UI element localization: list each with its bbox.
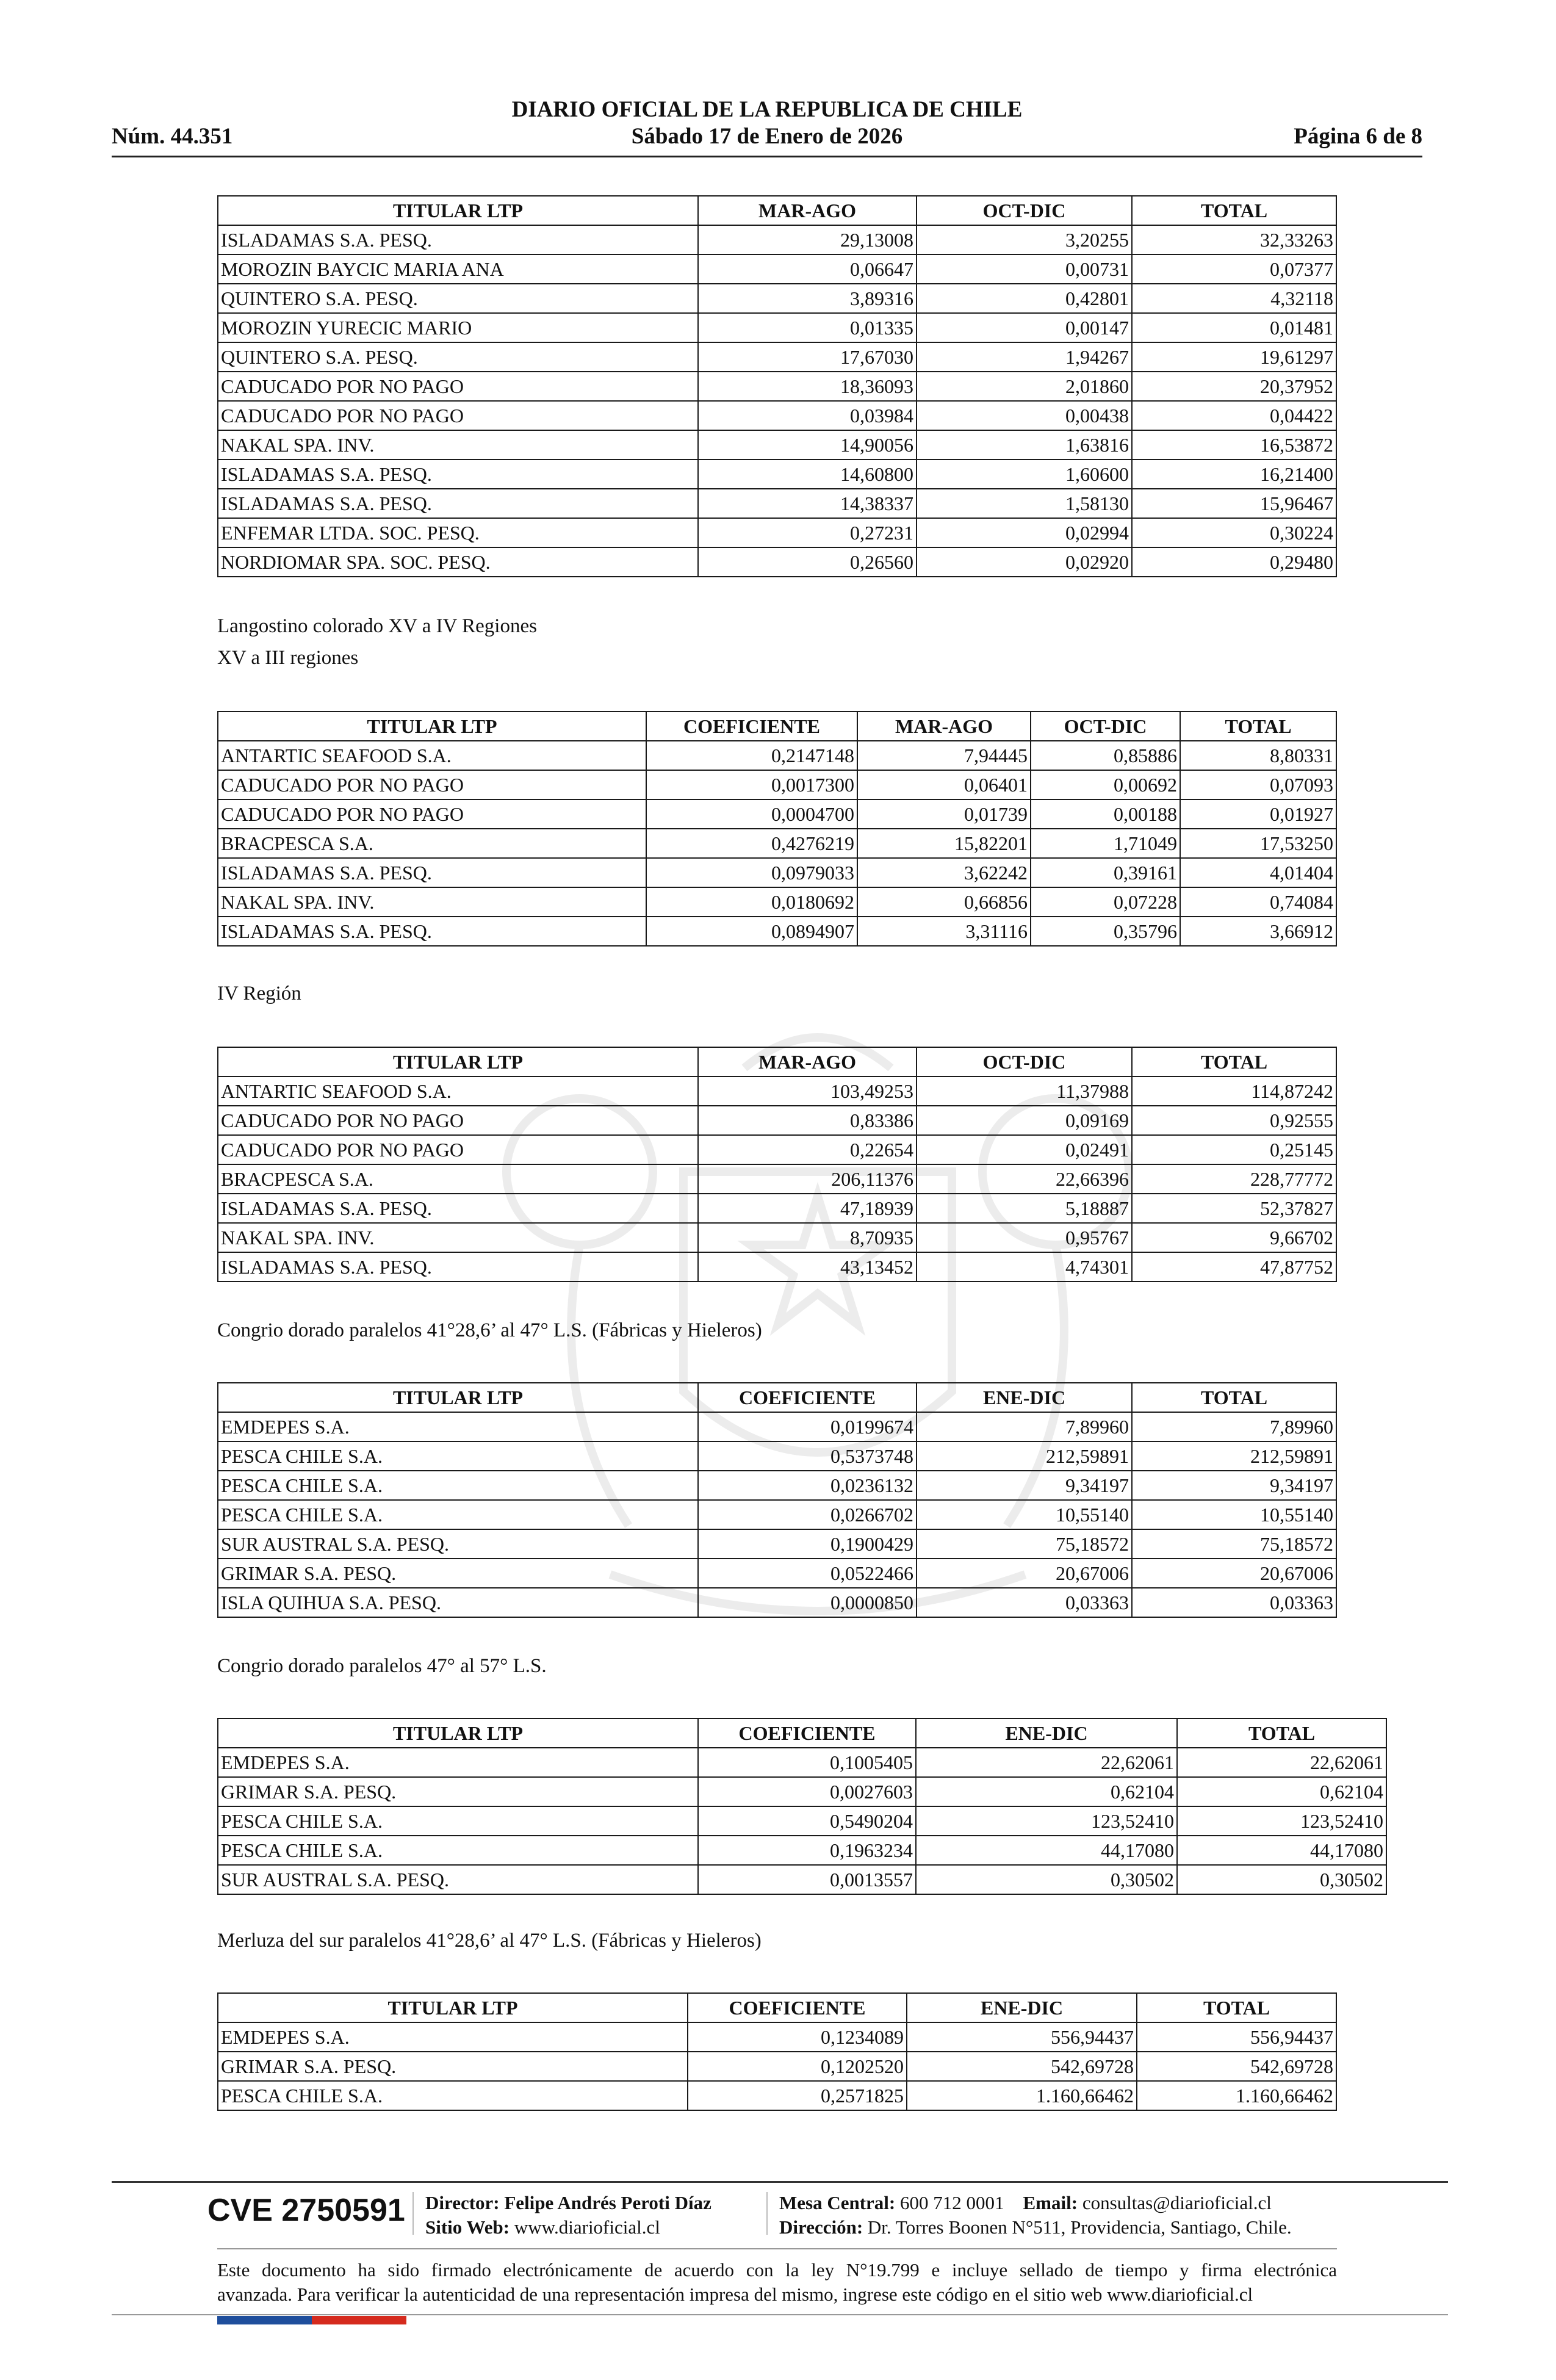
value-cell: 20,67006 bbox=[917, 1559, 1132, 1588]
value-cell: 4,32118 bbox=[1132, 284, 1336, 313]
table-header-row bbox=[218, 1718, 1386, 1748]
table-row bbox=[218, 1865, 1386, 1894]
holder-name-cell: GRIMAR S.A. PESQ. bbox=[218, 1559, 698, 1588]
column-header: COEFICIENTE bbox=[698, 1718, 916, 1748]
value-cell: 22,62061 bbox=[1177, 1748, 1386, 1777]
table-header-row bbox=[218, 1383, 1336, 1412]
issue-date: Sábado 17 de Enero de 2026 bbox=[631, 124, 903, 149]
holder-name-cell: NAKAL SPA. INV. bbox=[218, 430, 698, 460]
value-cell: 75,18572 bbox=[1132, 1529, 1336, 1559]
value-cell: 123,52410 bbox=[916, 1806, 1177, 1836]
value-cell: 15,82201 bbox=[857, 829, 1031, 858]
column-header: TITULAR LTP bbox=[218, 1047, 698, 1076]
value-cell: 1,58130 bbox=[917, 489, 1132, 518]
value-cell: 0,1202520 bbox=[688, 2052, 907, 2081]
table-row bbox=[218, 254, 1336, 284]
table-header-row bbox=[218, 1993, 1336, 2022]
value-cell: 32,33263 bbox=[1132, 225, 1336, 254]
value-cell: 0,0027603 bbox=[698, 1777, 916, 1806]
table-row bbox=[218, 1559, 1336, 1588]
value-cell: 0,00438 bbox=[917, 401, 1132, 430]
footer-director-block bbox=[425, 2191, 711, 2240]
value-cell: 0,06401 bbox=[857, 770, 1031, 799]
column-header: TOTAL bbox=[1177, 1718, 1386, 1748]
holder-name-cell: QUINTERO S.A. PESQ. bbox=[218, 342, 698, 372]
value-cell: 16,53872 bbox=[1132, 430, 1336, 460]
value-cell: 0,27231 bbox=[698, 518, 917, 547]
legal-notice-line-1: Este documento ha sido firmado electrónicamente de acuerdo con la ley N°19.799 e incluye sellado de tiempo y firma electrónica bbox=[217, 2259, 1337, 2281]
value-cell: 3,89316 bbox=[698, 284, 917, 313]
website-link[interactable]: www.diarioficial.cl bbox=[514, 2216, 660, 2238]
cve-code: CVE 2750591 bbox=[207, 2193, 405, 2228]
table-row bbox=[218, 741, 1336, 770]
value-cell: 29,13008 bbox=[698, 225, 917, 254]
value-cell: 542,69728 bbox=[1137, 2052, 1336, 2081]
section-caption: Langostino colorado XV a IV Regiones bbox=[217, 615, 537, 637]
email-label: Email: bbox=[1023, 2192, 1078, 2213]
column-header: ENE-DIC bbox=[907, 1993, 1137, 2022]
holder-name-cell: CADUCADO POR NO PAGO bbox=[218, 799, 646, 829]
value-cell: 0,01927 bbox=[1180, 799, 1336, 829]
table-merluza-41-47 bbox=[217, 1992, 1337, 2111]
holder-name-cell: PESCA CHILE S.A. bbox=[218, 1806, 698, 1836]
value-cell: 7,89960 bbox=[1132, 1412, 1336, 1441]
value-cell: 0,35796 bbox=[1031, 917, 1180, 946]
footer-bottom-divider bbox=[112, 2314, 1448, 2315]
holder-name-cell: ISLADAMAS S.A. PESQ. bbox=[218, 225, 698, 254]
value-cell: 103,49253 bbox=[698, 1076, 917, 1106]
value-cell: 0,1005405 bbox=[698, 1748, 916, 1777]
value-cell: 0,03363 bbox=[1132, 1588, 1336, 1617]
value-cell: 3,66912 bbox=[1180, 917, 1336, 946]
table-row bbox=[218, 887, 1336, 917]
column-header: ENE-DIC bbox=[916, 1718, 1177, 1748]
value-cell: 0,2571825 bbox=[688, 2081, 907, 2110]
value-cell: 47,87752 bbox=[1132, 1252, 1336, 1282]
email-link[interactable]: consultas@diarioficial.cl bbox=[1082, 2192, 1272, 2213]
section-caption: IV Región bbox=[217, 983, 301, 1004]
holder-name-cell: ISLADAMAS S.A. PESQ. bbox=[218, 858, 646, 887]
value-cell: 1,94267 bbox=[917, 342, 1132, 372]
footer-divider bbox=[112, 2181, 1448, 2183]
value-cell: 0,09169 bbox=[917, 1106, 1132, 1135]
holder-name-cell: BRACPESCA S.A. bbox=[218, 1164, 698, 1194]
value-cell: 44,17080 bbox=[1177, 1836, 1386, 1865]
holder-name-cell: ISLADAMAS S.A. PESQ. bbox=[218, 489, 698, 518]
table-row bbox=[218, 284, 1336, 313]
value-cell: 0,0004700 bbox=[646, 799, 857, 829]
value-cell: 1,71049 bbox=[1031, 829, 1180, 858]
flag-stripe-blue bbox=[217, 2316, 312, 2324]
value-cell: 9,66702 bbox=[1132, 1223, 1336, 1252]
value-cell: 75,18572 bbox=[917, 1529, 1132, 1559]
holder-name-cell: SUR AUSTRAL S.A. PESQ. bbox=[218, 1865, 698, 1894]
value-cell: 556,94437 bbox=[907, 2022, 1137, 2052]
value-cell: 4,01404 bbox=[1180, 858, 1336, 887]
address-text: Dr. Torres Boonen N°511, Providencia, Santiago, Chile. bbox=[867, 2216, 1292, 2238]
table-row bbox=[218, 1777, 1386, 1806]
mesa-central-phone: 600 712 0001 bbox=[900, 2192, 1004, 2213]
address-label: Dirección: bbox=[779, 2216, 863, 2238]
table-row bbox=[218, 1252, 1336, 1282]
table-congrio-47-57 bbox=[217, 1718, 1387, 1895]
value-cell: 0,74084 bbox=[1180, 887, 1336, 917]
table-row bbox=[218, 547, 1336, 577]
holder-name-cell: ISLADAMAS S.A. PESQ. bbox=[218, 917, 646, 946]
value-cell: 0,62104 bbox=[1177, 1777, 1386, 1806]
value-cell: 0,0180692 bbox=[646, 887, 857, 917]
footer-inner-divider bbox=[217, 2248, 1337, 2249]
value-cell: 0,29480 bbox=[1132, 547, 1336, 577]
value-cell: 0,0894907 bbox=[646, 917, 857, 946]
value-cell: 206,11376 bbox=[698, 1164, 917, 1194]
holder-name-cell: BRACPESCA S.A. bbox=[218, 829, 646, 858]
holder-name-cell: GRIMAR S.A. PESQ. bbox=[218, 1777, 698, 1806]
value-cell: 0,01739 bbox=[857, 799, 1031, 829]
value-cell: 2,01860 bbox=[917, 372, 1132, 401]
table-row bbox=[218, 1076, 1336, 1106]
mesa-central-label: Mesa Central: bbox=[779, 2192, 896, 2213]
value-cell: 0,1963234 bbox=[698, 1836, 916, 1865]
value-cell: 0,39161 bbox=[1031, 858, 1180, 887]
column-header: TOTAL bbox=[1132, 1047, 1336, 1076]
table-row bbox=[218, 1194, 1336, 1223]
table-row bbox=[218, 2022, 1336, 2052]
value-cell: 52,37827 bbox=[1132, 1194, 1336, 1223]
holder-name-cell: QUINTERO S.A. PESQ. bbox=[218, 284, 698, 313]
section-caption: Congrio dorado paralelos 41°28,6’ al 47° L.S. (Fábricas y Hieleros) bbox=[217, 1319, 762, 1341]
value-cell: 7,94445 bbox=[857, 741, 1031, 770]
holder-name-cell: ANTARTIC SEAFOOD S.A. bbox=[218, 1076, 698, 1106]
table-row bbox=[218, 430, 1336, 460]
table-row bbox=[218, 799, 1336, 829]
value-cell: 22,66396 bbox=[917, 1164, 1132, 1194]
column-header: MAR-AGO bbox=[698, 196, 917, 225]
value-cell: 0,03363 bbox=[917, 1588, 1132, 1617]
holder-name-cell: ISLADAMAS S.A. PESQ. bbox=[218, 1252, 698, 1282]
value-cell: 0,4276219 bbox=[646, 829, 857, 858]
table-row bbox=[218, 858, 1336, 887]
table-header-row bbox=[218, 1047, 1336, 1076]
value-cell: 0,1900429 bbox=[698, 1529, 917, 1559]
value-cell: 14,38337 bbox=[698, 489, 917, 518]
holder-name-cell: CADUCADO POR NO PAGO bbox=[218, 372, 698, 401]
value-cell: 5,18887 bbox=[917, 1194, 1132, 1223]
value-cell: 0,00188 bbox=[1031, 799, 1180, 829]
table-row bbox=[218, 1223, 1336, 1252]
column-header: OCT-DIC bbox=[917, 1047, 1132, 1076]
value-cell: 20,67006 bbox=[1132, 1559, 1336, 1588]
column-header: MAR-AGO bbox=[857, 712, 1031, 741]
section-caption: XV a III regiones bbox=[217, 647, 359, 669]
holder-name-cell: GRIMAR S.A. PESQ. bbox=[218, 2052, 688, 2081]
holder-name-cell: PESCA CHILE S.A. bbox=[218, 1441, 698, 1471]
value-cell: 14,90056 bbox=[698, 430, 917, 460]
column-header: COEFICIENTE bbox=[646, 712, 857, 741]
value-cell: 0,0000850 bbox=[698, 1588, 917, 1617]
value-cell: 3,62242 bbox=[857, 858, 1031, 887]
legal-notice-line-2: avanzada. Para verificar la autenticidad de una representación impresa del mismo, ingrese este código en el sitio web www.diarioficial.cl bbox=[217, 2284, 1253, 2305]
holder-name-cell: PESCA CHILE S.A. bbox=[218, 2081, 688, 2110]
table-row bbox=[218, 1471, 1336, 1500]
column-header: TOTAL bbox=[1132, 1383, 1336, 1412]
value-cell: 0,83386 bbox=[698, 1106, 917, 1135]
value-cell: 16,21400 bbox=[1132, 460, 1336, 489]
column-header: TITULAR LTP bbox=[218, 196, 698, 225]
value-cell: 0,30502 bbox=[1177, 1865, 1386, 1894]
director-name: Felipe Andrés Peroti Díaz bbox=[504, 2192, 711, 2213]
holder-name-cell: PESCA CHILE S.A. bbox=[218, 1471, 698, 1500]
table-row bbox=[218, 1106, 1336, 1135]
value-cell: 3,31116 bbox=[857, 917, 1031, 946]
value-cell: 0,02994 bbox=[917, 518, 1132, 547]
table-row bbox=[218, 460, 1336, 489]
value-cell: 114,87242 bbox=[1132, 1076, 1336, 1106]
table-congrio-41-47 bbox=[217, 1382, 1337, 1618]
value-cell: 47,18939 bbox=[698, 1194, 917, 1223]
value-cell: 0,92555 bbox=[1132, 1106, 1336, 1135]
value-cell: 0,95767 bbox=[917, 1223, 1132, 1252]
header-divider bbox=[112, 156, 1422, 157]
holder-name-cell: EMDEPES S.A. bbox=[218, 1412, 698, 1441]
issue-number: Núm. 44.351 bbox=[112, 124, 233, 149]
table-row bbox=[218, 313, 1336, 342]
value-cell: 0,30502 bbox=[916, 1865, 1177, 1894]
footer-contact-block bbox=[779, 2191, 1292, 2240]
value-cell: 0,5490204 bbox=[698, 1806, 916, 1836]
column-header: TITULAR LTP bbox=[218, 712, 646, 741]
table-row bbox=[218, 1500, 1336, 1529]
value-cell: 228,77772 bbox=[1132, 1164, 1336, 1194]
value-cell: 0,2147148 bbox=[646, 741, 857, 770]
website-label: Sitio Web: bbox=[425, 2216, 510, 2238]
value-cell: 0,01335 bbox=[698, 313, 917, 342]
value-cell: 0,0266702 bbox=[698, 1500, 917, 1529]
holder-name-cell: ISLADAMAS S.A. PESQ. bbox=[218, 1194, 698, 1223]
value-cell: 0,42801 bbox=[917, 284, 1132, 313]
value-cell: 1.160,66462 bbox=[907, 2081, 1137, 2110]
value-cell: 44,17080 bbox=[916, 1836, 1177, 1865]
holder-name-cell: ISLA QUIHUA S.A. PESQ. bbox=[218, 1588, 698, 1617]
section-caption: Merluza del sur paralelos 41°28,6’ al 47° L.S. (Fábricas y Hieleros) bbox=[217, 1930, 762, 1952]
holder-name-cell: EMDEPES S.A. bbox=[218, 1748, 698, 1777]
table-row bbox=[218, 1836, 1386, 1865]
column-header: TITULAR LTP bbox=[218, 1718, 698, 1748]
value-cell: 0,1234089 bbox=[688, 2022, 907, 2052]
value-cell: 1,60600 bbox=[917, 460, 1132, 489]
value-cell: 0,5373748 bbox=[698, 1441, 917, 1471]
table-row bbox=[218, 1529, 1336, 1559]
page-header bbox=[112, 92, 1422, 159]
table-row bbox=[218, 1164, 1336, 1194]
table-header-row bbox=[218, 712, 1336, 741]
holder-name-cell: PESCA CHILE S.A. bbox=[218, 1500, 698, 1529]
value-cell: 11,37988 bbox=[917, 1076, 1132, 1106]
value-cell: 4,74301 bbox=[917, 1252, 1132, 1282]
value-cell: 0,07228 bbox=[1031, 887, 1180, 917]
holder-name-cell: MOROZIN YURECIC MARIO bbox=[218, 313, 698, 342]
column-header: COEFICIENTE bbox=[688, 1993, 907, 2022]
table-header-row bbox=[218, 196, 1336, 225]
table-row bbox=[218, 401, 1336, 430]
value-cell: 22,62061 bbox=[916, 1748, 1177, 1777]
table-row bbox=[218, 518, 1336, 547]
holder-name-cell: ANTARTIC SEAFOOD S.A. bbox=[218, 741, 646, 770]
column-header: TITULAR LTP bbox=[218, 1383, 698, 1412]
value-cell: 0,30224 bbox=[1132, 518, 1336, 547]
value-cell: 0,0236132 bbox=[698, 1471, 917, 1500]
holder-name-cell: CADUCADO POR NO PAGO bbox=[218, 401, 698, 430]
value-cell: 10,55140 bbox=[1132, 1500, 1336, 1529]
table-row bbox=[218, 917, 1336, 946]
table-row bbox=[218, 1588, 1336, 1617]
publication-title: DIARIO OFICIAL DE LA REPUBLICA DE CHILE bbox=[511, 97, 1023, 122]
value-cell: 0,04422 bbox=[1132, 401, 1336, 430]
value-cell: 7,89960 bbox=[917, 1412, 1132, 1441]
value-cell: 8,70935 bbox=[698, 1223, 917, 1252]
flag-stripe-red bbox=[312, 2316, 406, 2324]
value-cell: 0,25145 bbox=[1132, 1135, 1336, 1164]
value-cell: 0,22654 bbox=[698, 1135, 917, 1164]
table-row bbox=[218, 829, 1336, 858]
holder-name-cell: EMDEPES S.A. bbox=[218, 2022, 688, 2052]
table-row bbox=[218, 342, 1336, 372]
holder-name-cell: ISLADAMAS S.A. PESQ. bbox=[218, 460, 698, 489]
table-langostino-iv-region bbox=[217, 1047, 1337, 1282]
value-cell: 10,55140 bbox=[917, 1500, 1132, 1529]
holder-name-cell: ENFEMAR LTDA. SOC. PESQ. bbox=[218, 518, 698, 547]
table-row bbox=[218, 1748, 1386, 1777]
value-cell: 15,96467 bbox=[1132, 489, 1336, 518]
holder-name-cell: PESCA CHILE S.A. bbox=[218, 1836, 698, 1865]
column-header: OCT-DIC bbox=[917, 196, 1132, 225]
value-cell: 123,52410 bbox=[1177, 1806, 1386, 1836]
value-cell: 9,34197 bbox=[917, 1471, 1132, 1500]
holder-name-cell: CADUCADO POR NO PAGO bbox=[218, 1106, 698, 1135]
value-cell: 212,59891 bbox=[917, 1441, 1132, 1471]
value-cell: 0,01481 bbox=[1132, 313, 1336, 342]
value-cell: 0,0199674 bbox=[698, 1412, 917, 1441]
value-cell: 20,37952 bbox=[1132, 372, 1336, 401]
value-cell: 14,60800 bbox=[698, 460, 917, 489]
table-row bbox=[218, 2081, 1336, 2110]
value-cell: 0,00731 bbox=[917, 254, 1132, 284]
value-cell: 0,66856 bbox=[857, 887, 1031, 917]
value-cell: 0,62104 bbox=[916, 1777, 1177, 1806]
value-cell: 0,26560 bbox=[698, 547, 917, 577]
value-cell: 0,0522466 bbox=[698, 1559, 917, 1588]
value-cell: 0,00147 bbox=[917, 313, 1132, 342]
holder-name-cell: SUR AUSTRAL S.A. PESQ. bbox=[218, 1529, 698, 1559]
holder-name-cell: MOROZIN BAYCIC MARIA ANA bbox=[218, 254, 698, 284]
value-cell: 0,02920 bbox=[917, 547, 1132, 577]
table-row bbox=[218, 372, 1336, 401]
table-row bbox=[218, 1135, 1336, 1164]
value-cell: 556,94437 bbox=[1137, 2022, 1336, 2052]
column-header: TOTAL bbox=[1180, 712, 1336, 741]
holder-name-cell: NAKAL SPA. INV. bbox=[218, 1223, 698, 1252]
value-cell: 3,20255 bbox=[917, 225, 1132, 254]
column-header: ENE-DIC bbox=[917, 1383, 1132, 1412]
column-header: TITULAR LTP bbox=[218, 1993, 688, 2022]
value-cell: 0,02491 bbox=[917, 1135, 1132, 1164]
value-cell: 542,69728 bbox=[907, 2052, 1137, 2081]
value-cell: 0,07093 bbox=[1180, 770, 1336, 799]
value-cell: 0,00692 bbox=[1031, 770, 1180, 799]
table-row bbox=[218, 1806, 1386, 1836]
value-cell: 43,13452 bbox=[698, 1252, 917, 1282]
column-header: TOTAL bbox=[1137, 1993, 1336, 2022]
section-caption: Congrio dorado paralelos 47° al 57° L.S. bbox=[217, 1655, 547, 1677]
value-cell: 0,06647 bbox=[698, 254, 917, 284]
value-cell: 8,80331 bbox=[1180, 741, 1336, 770]
value-cell: 19,61297 bbox=[1132, 342, 1336, 372]
footer-separator bbox=[412, 2192, 414, 2235]
column-header: TOTAL bbox=[1132, 196, 1336, 225]
table-row bbox=[218, 225, 1336, 254]
value-cell: 18,36093 bbox=[698, 372, 917, 401]
table-row bbox=[218, 1441, 1336, 1471]
column-header: MAR-AGO bbox=[698, 1047, 917, 1076]
value-cell: 17,53250 bbox=[1180, 829, 1336, 858]
value-cell: 0,0013557 bbox=[698, 1865, 916, 1894]
holder-name-cell: NAKAL SPA. INV. bbox=[218, 887, 646, 917]
value-cell: 212,59891 bbox=[1132, 1441, 1336, 1471]
value-cell: 0,0979033 bbox=[646, 858, 857, 887]
column-header: COEFICIENTE bbox=[698, 1383, 917, 1412]
table-ltp-mar-oct bbox=[217, 195, 1337, 577]
table-row bbox=[218, 1412, 1336, 1441]
page-indicator: Página 6 de 8 bbox=[1294, 124, 1422, 149]
value-cell: 1.160,66462 bbox=[1137, 2081, 1336, 2110]
value-cell: 17,67030 bbox=[698, 342, 917, 372]
table-row bbox=[218, 489, 1336, 518]
holder-name-cell: NORDIOMAR SPA. SOC. PESQ. bbox=[218, 547, 698, 577]
value-cell: 0,03984 bbox=[698, 401, 917, 430]
value-cell: 1,63816 bbox=[917, 430, 1132, 460]
column-header: OCT-DIC bbox=[1031, 712, 1180, 741]
value-cell: 0,07377 bbox=[1132, 254, 1336, 284]
value-cell: 9,34197 bbox=[1132, 1471, 1336, 1500]
footer-separator bbox=[766, 2192, 768, 2235]
table-langostino-xv-iii bbox=[217, 711, 1337, 947]
value-cell: 0,0017300 bbox=[646, 770, 857, 799]
director-label: Director: bbox=[425, 2192, 500, 2213]
table-row bbox=[218, 770, 1336, 799]
table-row bbox=[218, 2052, 1336, 2081]
value-cell: 0,85886 bbox=[1031, 741, 1180, 770]
holder-name-cell: CADUCADO POR NO PAGO bbox=[218, 1135, 698, 1164]
holder-name-cell: CADUCADO POR NO PAGO bbox=[218, 770, 646, 799]
